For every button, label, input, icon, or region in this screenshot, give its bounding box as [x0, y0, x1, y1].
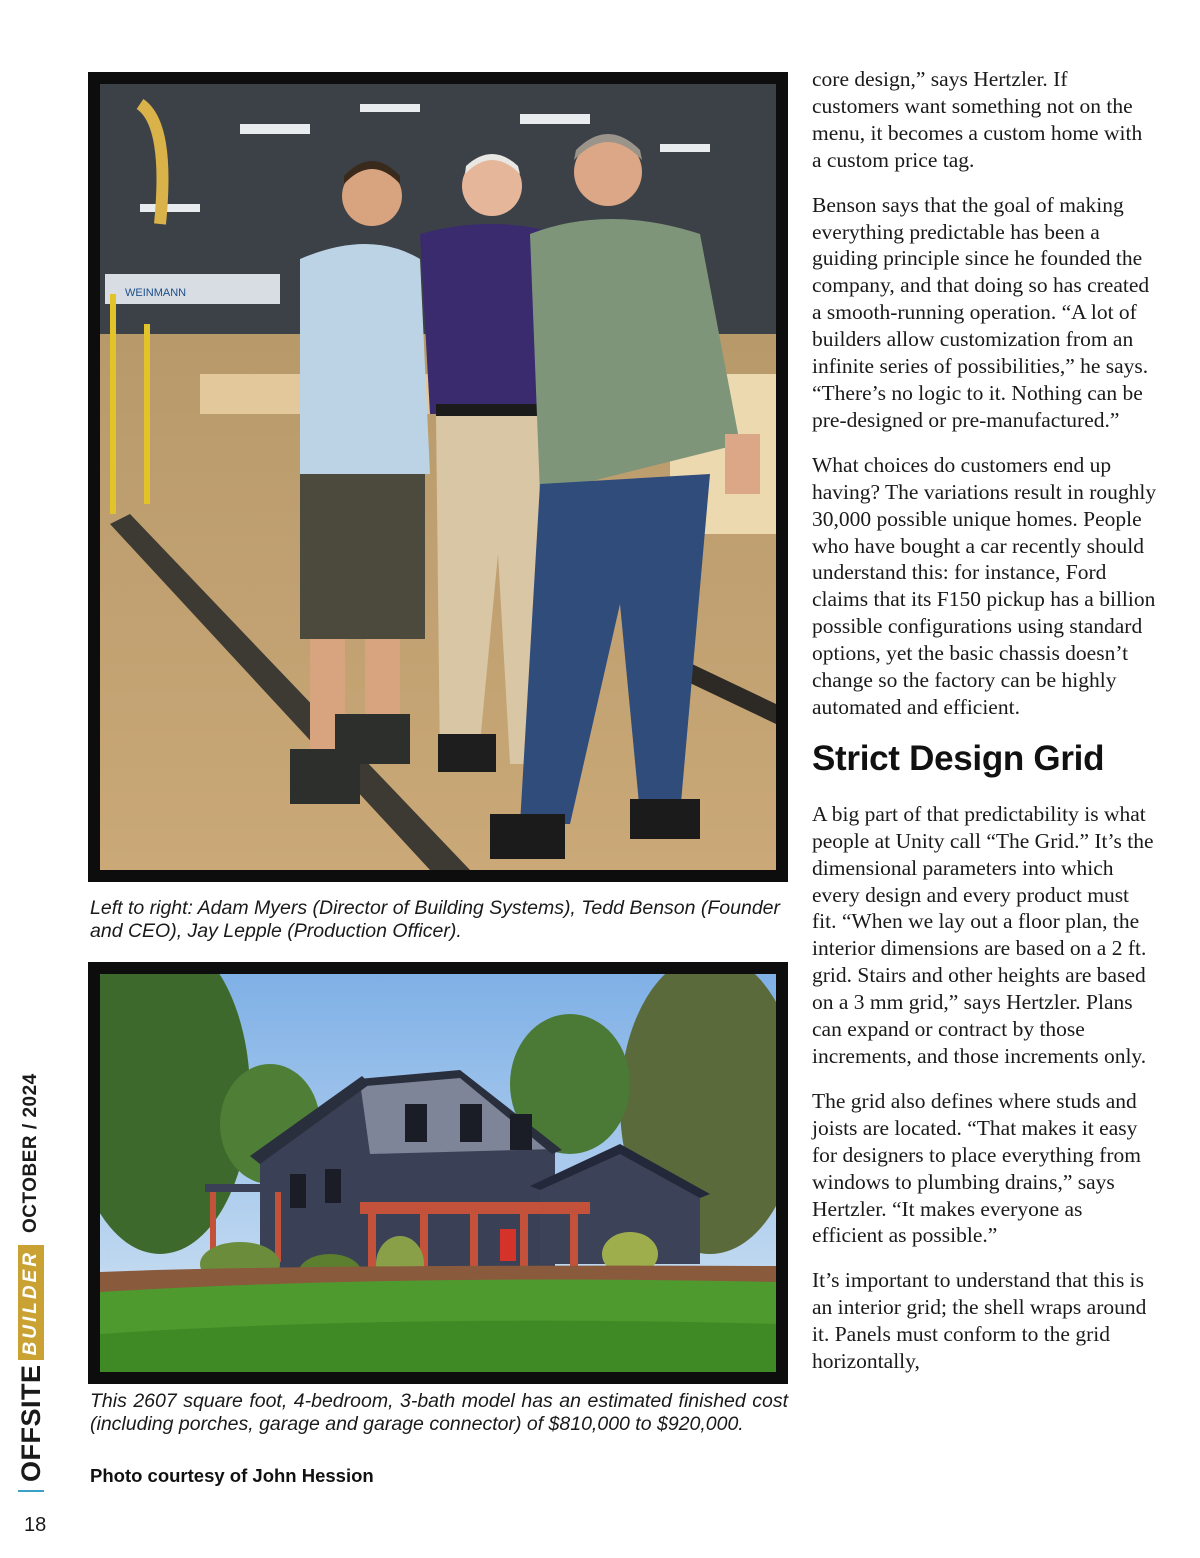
article-paragraph: A big part of that predictability is what people at Unity call “The Grid.” It’s the dimensional parameters into which every design and every product must fit. “When we lay out a floor plan, the interior dimensions are based on a 2 ft. grid. Stairs and other heights are based on a 3 mm grid,” says Hertzler. Plans can expand or contract by those increments, and those increments only.	[812, 801, 1154, 1068]
article-column	[812, 66, 1157, 1393]
issue-date: OCTOBER / 2024	[20, 1073, 41, 1234]
magazine-brand-main: OFFSITE	[15, 1364, 46, 1482]
article-paragraph: What choices do customers end up having? The variations result in roughly 30,000 possible unique homes. People who have bought a car recently should understand this: for instance, Ford claims that its F150 pickup has a billion possible configurations using standard options, yet the basic chassis doesn’t change so the factory can be highly automated and efficient.	[812, 452, 1157, 719]
section-heading: Strict Design Grid	[812, 738, 1105, 778]
photo-credit: Photo courtesy of John Hession	[90, 1465, 374, 1486]
article-paragraph: The grid also defines where studs and joists are located. “That makes it easy for designers to place everything from windows to plumbing drains,” says Hertzler. “It makes everyone as efficient as possible.”	[812, 1088, 1141, 1248]
page-number: 18	[24, 1514, 47, 1536]
article-paragraph: Benson says that the goal of making everything predictable has been a guiding principle since he founded the company, and that doing so has created a smooth-running operation. “A lot of builders allow customization from an infinite series of possibilities,” he says. “There’s no logic to it. Nothing can be pre-designed or pre-manufactured.”	[812, 192, 1150, 432]
machine-sign-text: WEINMANN	[125, 287, 187, 299]
factory-photo	[88, 72, 788, 882]
factory-photo-caption: Left to right: Adam Myers (Director of Building Systems), Tedd Benson (Founder and CEO), Jay Lepple (Production Officer).	[90, 897, 781, 942]
house-photo	[88, 962, 788, 1384]
magazine-brand-sub: BUILDER	[18, 1245, 44, 1360]
house-photo-illustration	[100, 974, 776, 1372]
house-photo-caption: This 2607 square foot, 4-bedroom, 3-bath model has an estimated finished cost (including porches, garage and garage connector) of $810,000 to $920,000.	[90, 1390, 788, 1435]
magazine-sidebar	[14, 1062, 48, 1492]
sidebar-accent-bar	[18, 1490, 44, 1492]
factory-photo-illustration	[100, 84, 776, 870]
article-paragraph: It’s important to understand that this is an interior grid; the shell wraps around it. Panels must conform to the grid horizontally,	[812, 1268, 1147, 1374]
article-paragraph: core design,” says Hertzler. If customers want something not on the menu, it becomes a custom home with a custom price tag.	[812, 67, 1143, 172]
